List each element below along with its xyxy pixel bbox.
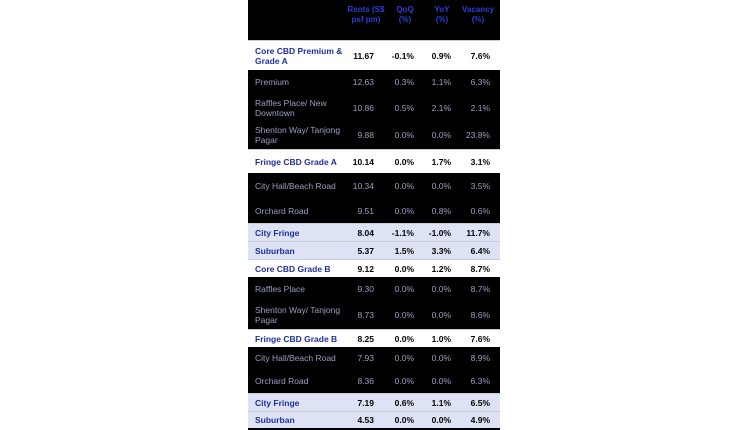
row-label: City Hall/Beach Road — [255, 353, 336, 363]
row-label: Raffles Place — [255, 284, 305, 294]
table-row — [248, 259, 500, 277]
table-header — [248, 0, 500, 40]
row-label: City Fringe — [255, 397, 300, 408]
table-row — [248, 241, 500, 259]
row-label: Raffles Place/ New Downtown — [255, 97, 327, 118]
vacancy-value: 6.3% — [470, 376, 490, 386]
office-rent-table — [248, 0, 500, 430]
vacancy-value: 8.9% — [470, 353, 490, 363]
table-row — [248, 329, 500, 347]
vacancy-value: 8.6% — [470, 310, 490, 320]
rents-value: 10.86 — [352, 102, 374, 113]
yoy-value: -1.0% — [428, 227, 451, 238]
row-label: Fringe CBD Grade B — [255, 333, 338, 344]
table-row — [248, 393, 500, 411]
rents-value: 9.30 — [357, 284, 374, 294]
yoy-value: 0.8% — [431, 205, 451, 216]
rents-value: 9.88 — [357, 130, 374, 140]
yoy-value: 0.0% — [431, 284, 451, 294]
header-qoq: QoQ (%) — [396, 5, 414, 24]
table-row — [248, 277, 500, 301]
row-label: Shenton Way/ Tanjong Pagar — [255, 125, 341, 145]
table-row — [248, 94, 500, 121]
qoq-value: 0.0% — [394, 180, 414, 191]
qoq-value: -1.1% — [391, 227, 414, 238]
yoy-value: 0.0% — [431, 376, 451, 386]
table-row — [248, 121, 500, 149]
table-row — [248, 369, 500, 393]
row-label: Core CBD Grade B — [255, 263, 331, 274]
rents-value: 8.25 — [357, 333, 374, 344]
row-label: City Hall/Beach Road — [255, 180, 336, 191]
vacancy-value: 6.4% — [470, 245, 490, 256]
yoy-value: 1.7% — [431, 156, 451, 167]
table-row — [248, 198, 500, 223]
rents-value: 12.63 — [352, 77, 374, 87]
row-label: Orchard Road — [255, 205, 309, 216]
qoq-value: 0.0% — [394, 263, 414, 274]
vacancy-value: 6.5% — [470, 397, 490, 408]
row-label: Fringe CBD Grade A — [255, 156, 337, 167]
vacancy-value: 0.6% — [470, 205, 490, 216]
rents-value: 8.04 — [357, 227, 374, 238]
rents-value: 9.12 — [357, 263, 374, 274]
qoq-value: 0.5% — [394, 102, 414, 113]
yoy-value: 0.0% — [431, 415, 451, 425]
row-label: Suburban — [255, 415, 295, 425]
row-label: City Fringe — [255, 227, 300, 238]
qoq-value: 1.5% — [394, 245, 414, 256]
vacancy-value: 7.6% — [470, 333, 490, 344]
header-yoy: YoY (%) — [434, 5, 450, 24]
vacancy-value: 4.9% — [470, 415, 490, 425]
header-vacancy: Vacancy (%) — [461, 5, 495, 24]
header-rents: Rents (S$ psf pm) — [347, 5, 385, 24]
table-row — [248, 149, 500, 173]
row-label: Orchard Road — [255, 376, 309, 386]
vacancy-value: 3.5% — [470, 180, 490, 191]
yoy-value: 2.1% — [431, 102, 451, 113]
row-label: Shenton Way/ Tanjong Pagar — [255, 305, 341, 325]
rents-value: 4.53 — [357, 415, 374, 425]
vacancy-value: 2.1% — [470, 102, 490, 113]
table-row — [248, 70, 500, 94]
row-label: Suburban — [255, 245, 295, 256]
yoy-value: 1.2% — [431, 263, 451, 274]
rents-value: 8.73 — [357, 310, 374, 320]
row-label: Core CBD Premium & Grade A — [255, 45, 343, 66]
qoq-value: 0.0% — [394, 156, 414, 167]
vacancy-value: 7.6% — [470, 50, 490, 61]
yoy-value: 1.1% — [431, 397, 451, 408]
qoq-value: 0.0% — [394, 130, 414, 140]
yoy-value: 1.1% — [431, 77, 451, 87]
table-row — [248, 411, 500, 428]
yoy-value: 0.0% — [431, 130, 451, 140]
qoq-value: 0.3% — [394, 77, 414, 87]
yoy-value: 0.0% — [431, 353, 451, 363]
qoq-value: 0.0% — [394, 353, 414, 363]
rents-value: 9.51 — [357, 205, 374, 216]
yoy-value: 3.3% — [431, 245, 451, 256]
rents-value: 5.37 — [357, 245, 374, 256]
yoy-value: 0.0% — [431, 310, 451, 320]
yoy-value: 0.9% — [431, 50, 451, 61]
yoy-value: 1.0% — [431, 333, 451, 344]
vacancy-value: 8.7% — [470, 263, 490, 274]
rents-value: 10.34 — [352, 180, 374, 191]
qoq-value: 0.0% — [394, 415, 414, 425]
vacancy-value: 8.7% — [470, 284, 490, 294]
yoy-value: 0.0% — [431, 180, 451, 191]
vacancy-value: 23.8% — [465, 130, 490, 140]
qoq-value: 0.6% — [394, 397, 414, 408]
qoq-value: -0.1% — [391, 50, 414, 61]
rents-value: 11.67 — [353, 50, 374, 61]
vacancy-value: 3.1% — [470, 156, 490, 167]
vacancy-value: 11.7% — [466, 227, 490, 238]
vacancy-value: 6.3% — [470, 77, 490, 87]
table-row — [248, 173, 500, 198]
qoq-value: 0.0% — [394, 205, 414, 216]
qoq-value: 0.0% — [394, 333, 414, 344]
qoq-value: 0.0% — [394, 376, 414, 386]
table-row — [248, 301, 500, 329]
row-label: Premium — [255, 77, 290, 87]
rents-value: 7.19 — [357, 397, 374, 408]
qoq-value: 0.0% — [394, 310, 414, 320]
table-row — [248, 40, 500, 70]
rents-value: 8.36 — [357, 376, 374, 386]
rents-value: 7.93 — [357, 353, 374, 363]
table-row — [248, 347, 500, 369]
qoq-value: 0.0% — [394, 284, 414, 294]
rents-value: 10.14 — [352, 156, 374, 167]
table-row — [248, 223, 500, 241]
